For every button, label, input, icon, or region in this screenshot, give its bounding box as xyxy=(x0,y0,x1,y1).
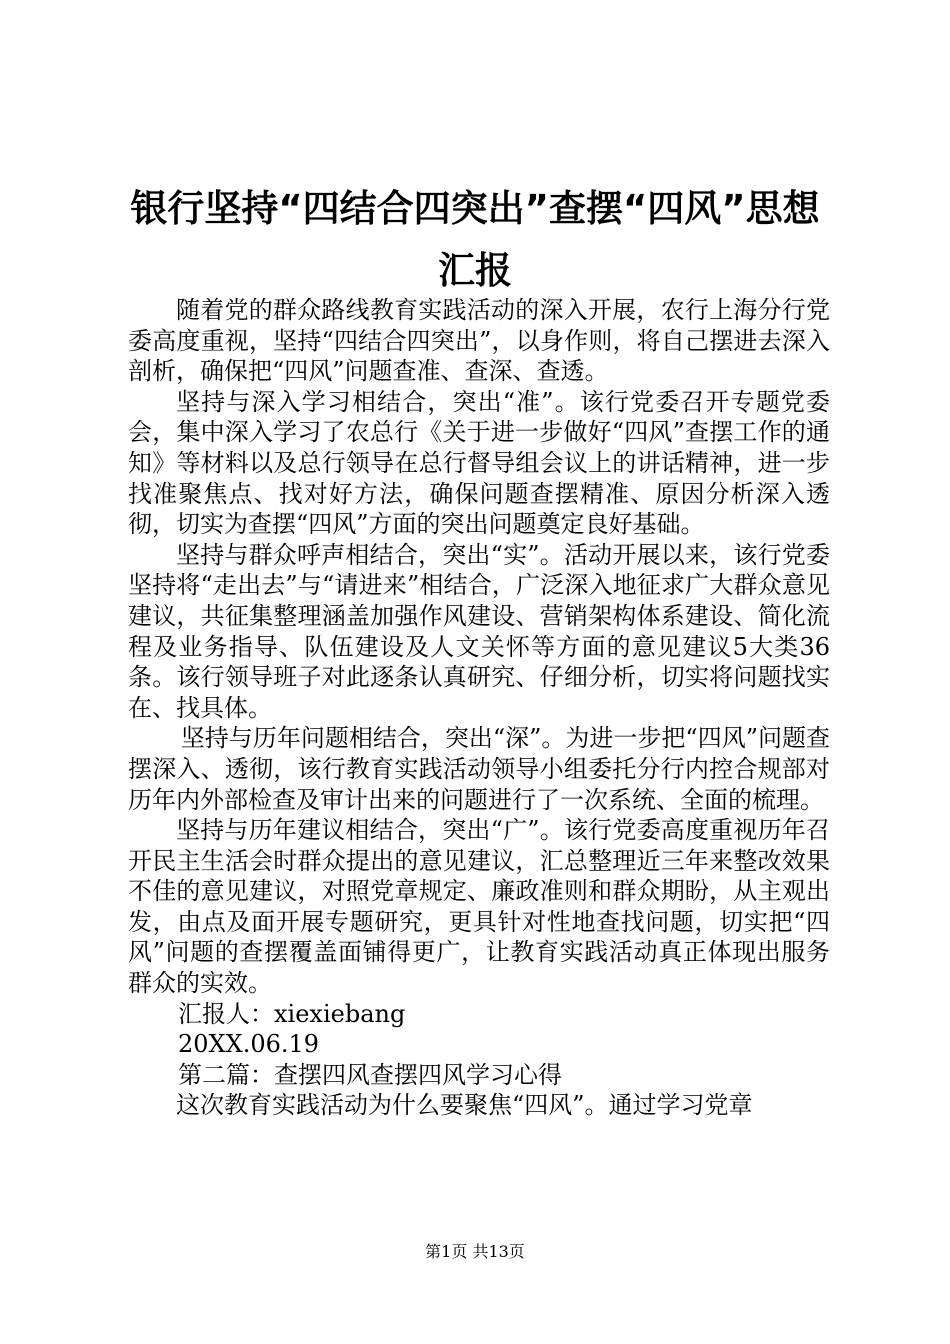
second-section-first-line: 这次教育实践活动为什么要聚焦“四风”。通过学习党章 xyxy=(176,1091,753,1120)
document-title-line-1: 银行坚持“四结合四突出”查摆“四风”思想 xyxy=(130,187,820,230)
page-footer: 第1页 共13页 xyxy=(425,1242,525,1261)
reporter-line: 汇报人：xiexiebang xyxy=(178,999,406,1028)
document-title-line-2: 汇报 xyxy=(438,249,512,292)
paragraph-study: 坚持与深入学习相结合，突出“准”。该行党委召开专题党委会，集中深入学习了农总行《关于进一步做好“四风”查摆工作的通知》等材料以及总行领导在总行督导组会议上的讲话精神，进一步找准聚焦点、找对好方法，确保问题查摆精准、原因分析深入透彻，切实为查摆“四风”方面的突出问题奠定良好基础。 xyxy=(128,387,830,539)
document-body xyxy=(128,295,830,1121)
date-line: 20XX.06.19 xyxy=(178,1030,320,1059)
paragraph-history-suggestions: 坚持与历年建议相结合，突出“广”。该行党委高度重视历年召开民主生活会时群众提出的意见建议，汇总整理近三年来整改效果不佳的意见建议，对照党章规定、廉政准则和群众期盼，从主观出发，由点及面开展专题研究，更具针对性地查找问题，切实把“四风”问题的查摆覆盖面铺得更广，让教育实践活动真正体现出服务群众的实效。 xyxy=(128,816,830,998)
second-section-heading: 第二篇：查摆四风查摆四风学习心得 xyxy=(178,1060,562,1089)
paragraph-intro: 随着党的群众路线教育实践活动的深入开展，农行上海分行党委高度重视，坚持“四结合四突出”，以身作则，将自己摆进去深入剖析，确保把“四风”问题查准、查深、查透。 xyxy=(128,296,830,386)
paragraph-masses: 坚持与群众呼声相结合，突出“实”。活动开展以来，该行党委坚持将“走出去”与“请进来”相结合，广泛深入地征求广大群众意见建议，共征集整理涵盖加强作风建设、营销架构体系建设、简化流程及业务指导、队伍建设及人文关怀等方面的意见建议5大类36条。该行领导班子对此逐条认真研究、仔细分析，切实将问题找实在、找具体。 xyxy=(128,540,830,722)
paragraph-history-problems: 坚持与历年问题相结合，突出“深”。为进一步把“四风”问题查摆深入、透彻，该行教育实践活动领导小组委托分行内控合规部对历年内外部检查及审计出来的问题进行了一次系统、全面的梳理。 xyxy=(128,724,830,814)
